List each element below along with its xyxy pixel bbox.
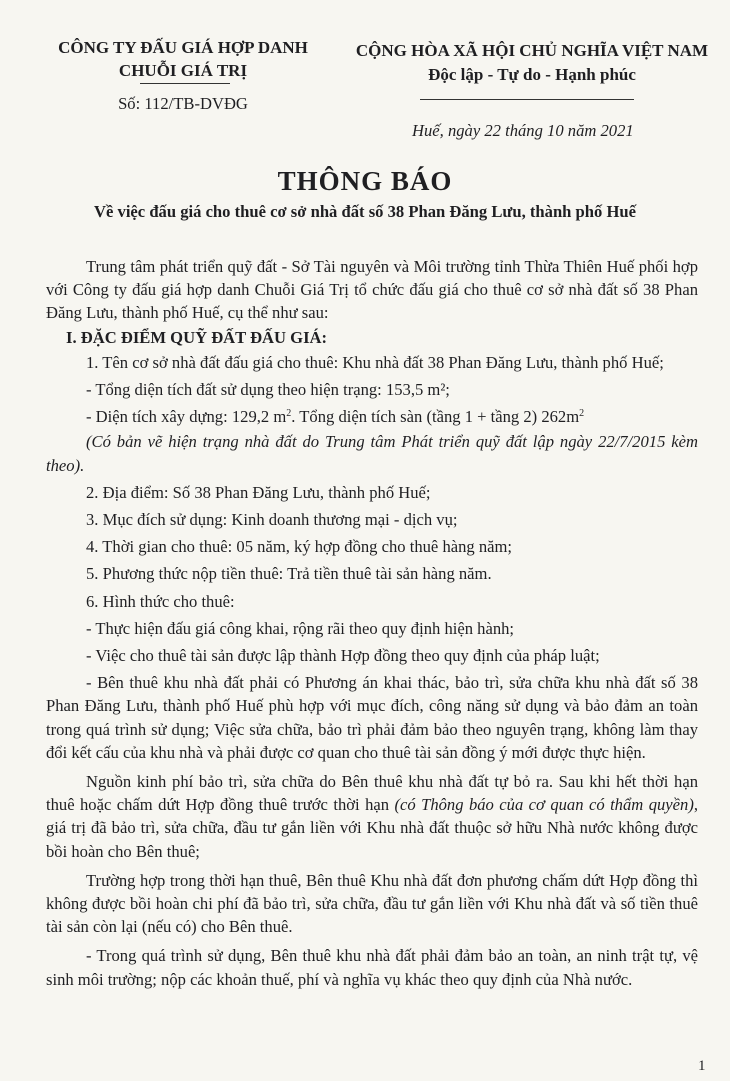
document-body [46, 255, 698, 991]
nation-name: CỘNG HÒA XÃ HỘI CHỦ NGHĨA VIỆT NAM [355, 41, 709, 60]
area-total: - Tổng diện tích đất sử dụng theo hiện trạng: 153,5 m²; [86, 380, 450, 400]
area-build-part2: . Tổng diện tích sàn (tầng 1 + tầng 2) 262m [291, 407, 580, 427]
bullet-maintenance-plan: - Bên thuê khu nhà đất phải có Phương án khai thác, bảo trì, sửa chữa khu nhà đất số 38 Phan Đăng Lưu, thành phố Huế phù hợp với mục đích, công năng sử dụng và bảo đảm an toàn trong quá trình sử dụng; Việc sửa chữa, bảo trì phải đảm bảo theo nguyên trạng, không làm thay đổi kết cấu của khu nhà và phải được cơ quan cho thuê tài sản đồng ý mới được thực hiện. [46, 673, 698, 762]
area-build [86, 405, 698, 428]
item-6: 6. Hình thức cho thuê: [86, 591, 235, 611]
item-4: 4. Thời gian cho thuê: 05 năm, ký hợp đồng cho thuê hàng năm; [86, 537, 513, 557]
superscript-2: 2 [286, 408, 292, 420]
issuing-organization [28, 36, 338, 82]
bullet-contract: - Việc cho thuê tài sản được lập thành Hợp đồng theo quy định của pháp luật; [86, 646, 600, 666]
item-3: 3. Mục đích sử dụng: Kinh doanh thương mại - dịch vụ; [86, 510, 458, 530]
org-underline [140, 83, 230, 84]
document-title: THÔNG BÁO [277, 166, 453, 196]
funding-part1: Nguồn kinh phí bảo trì, sửa chữa do Bên thuê khu nhà đất tự bỏ ra. Sau khi hết thời hạn thuê hoặc chấm dứt Hợp đồng thuê trước thời hạn [46, 772, 698, 815]
nation-motto: Độc lập - Tự do - Hạnh phúc [428, 65, 636, 84]
document-number: Số: 112/TB-DVĐG [118, 94, 248, 113]
area-note: (Có bản vẽ hiện trạng nhà đất do Trung tâm Phát triển quỹ đất lập ngày 22/7/2015 kèm theo). [46, 432, 698, 475]
funding-part2: , giá trị đã bảo trì, sửa chữa, đầu tư gắn liền với Khu nhà đất thuộc sở hữu Nhà nước không được bồi hoàn cho Bên thuê; [46, 795, 699, 861]
item-5: 5. Phương thức nộp tiền thuê: Trả tiền thuê tài sản hàng năm. [86, 564, 492, 584]
funding-italic: (có Thông báo của cơ quan có thẩm quyền) [394, 795, 694, 815]
termination-paragraph: Trường hợp trong thời hạn thuê, Bên thuê Khu nhà đất đơn phương chấm dứt Hợp đồng thì không được bồi hoàn chi phí đã bảo trì, sửa chữa, đầu tư gắn liền với Khu nhà đất và số tiền thuê tài sản còn lại (nếu có) cho Bên thuê. [46, 870, 698, 937]
section1-heading: I. ĐẶC ĐIỂM QUỸ ĐẤT ĐẤU GIÁ: [66, 327, 328, 347]
document-subtitle: Về việc đấu giá cho thuê cơ sở nhà đất số 38 Phan Đăng Lưu, thành phố Huế [94, 202, 636, 221]
org-name-line1: CÔNG TY ĐẤU GIÁ HỢP DANH [58, 38, 308, 57]
bullet-public-auction: - Thực hiện đấu giá công khai, rộng rãi theo quy định hiện hành; [86, 618, 515, 638]
national-motto [342, 39, 722, 87]
org-name-line2: CHUỖI GIÁ TRỊ [118, 61, 248, 80]
superscript-2: 2 [579, 408, 585, 420]
item-2: 2. Địa điểm: Số 38 Phan Đăng Lưu, thành phố Huế; [86, 482, 431, 502]
area-build-part1: - Diện tích xây dựng: 129,2 m [86, 407, 287, 427]
motto-underline [420, 99, 634, 100]
item-1: 1. Tên cơ sở nhà đất đấu giá cho thuê: Khu nhà đất 38 Phan Đăng Lưu, thành phố Huế; [86, 352, 664, 372]
safety-paragraph: - Trong quá trình sử dụng, Bên thuê khu nhà đất phải đảm bảo an toàn, an ninh trật tự, vệ sinh môi trường; nộp các khoản thuế, phí và nghĩa vụ khác theo quy định của Nhà nước. [46, 946, 698, 989]
funding-paragraph [46, 770, 698, 863]
place-date: Huế, ngày 22 tháng 10 năm 2021 [412, 121, 634, 140]
page-number: 1 [698, 1058, 706, 1074]
intro-paragraph: Trung tâm phát triển quỹ đất - Sở Tài nguyên và Môi trường tỉnh Thừa Thiên Huế phối hợp với Công ty đấu giá hợp danh Chuỗi Giá Trị tổ chức đấu giá cho thuê cơ sở nhà đất số 38 Phan Đăng Lưu, thành phố Huế, cụ thể như sau: [46, 257, 698, 323]
